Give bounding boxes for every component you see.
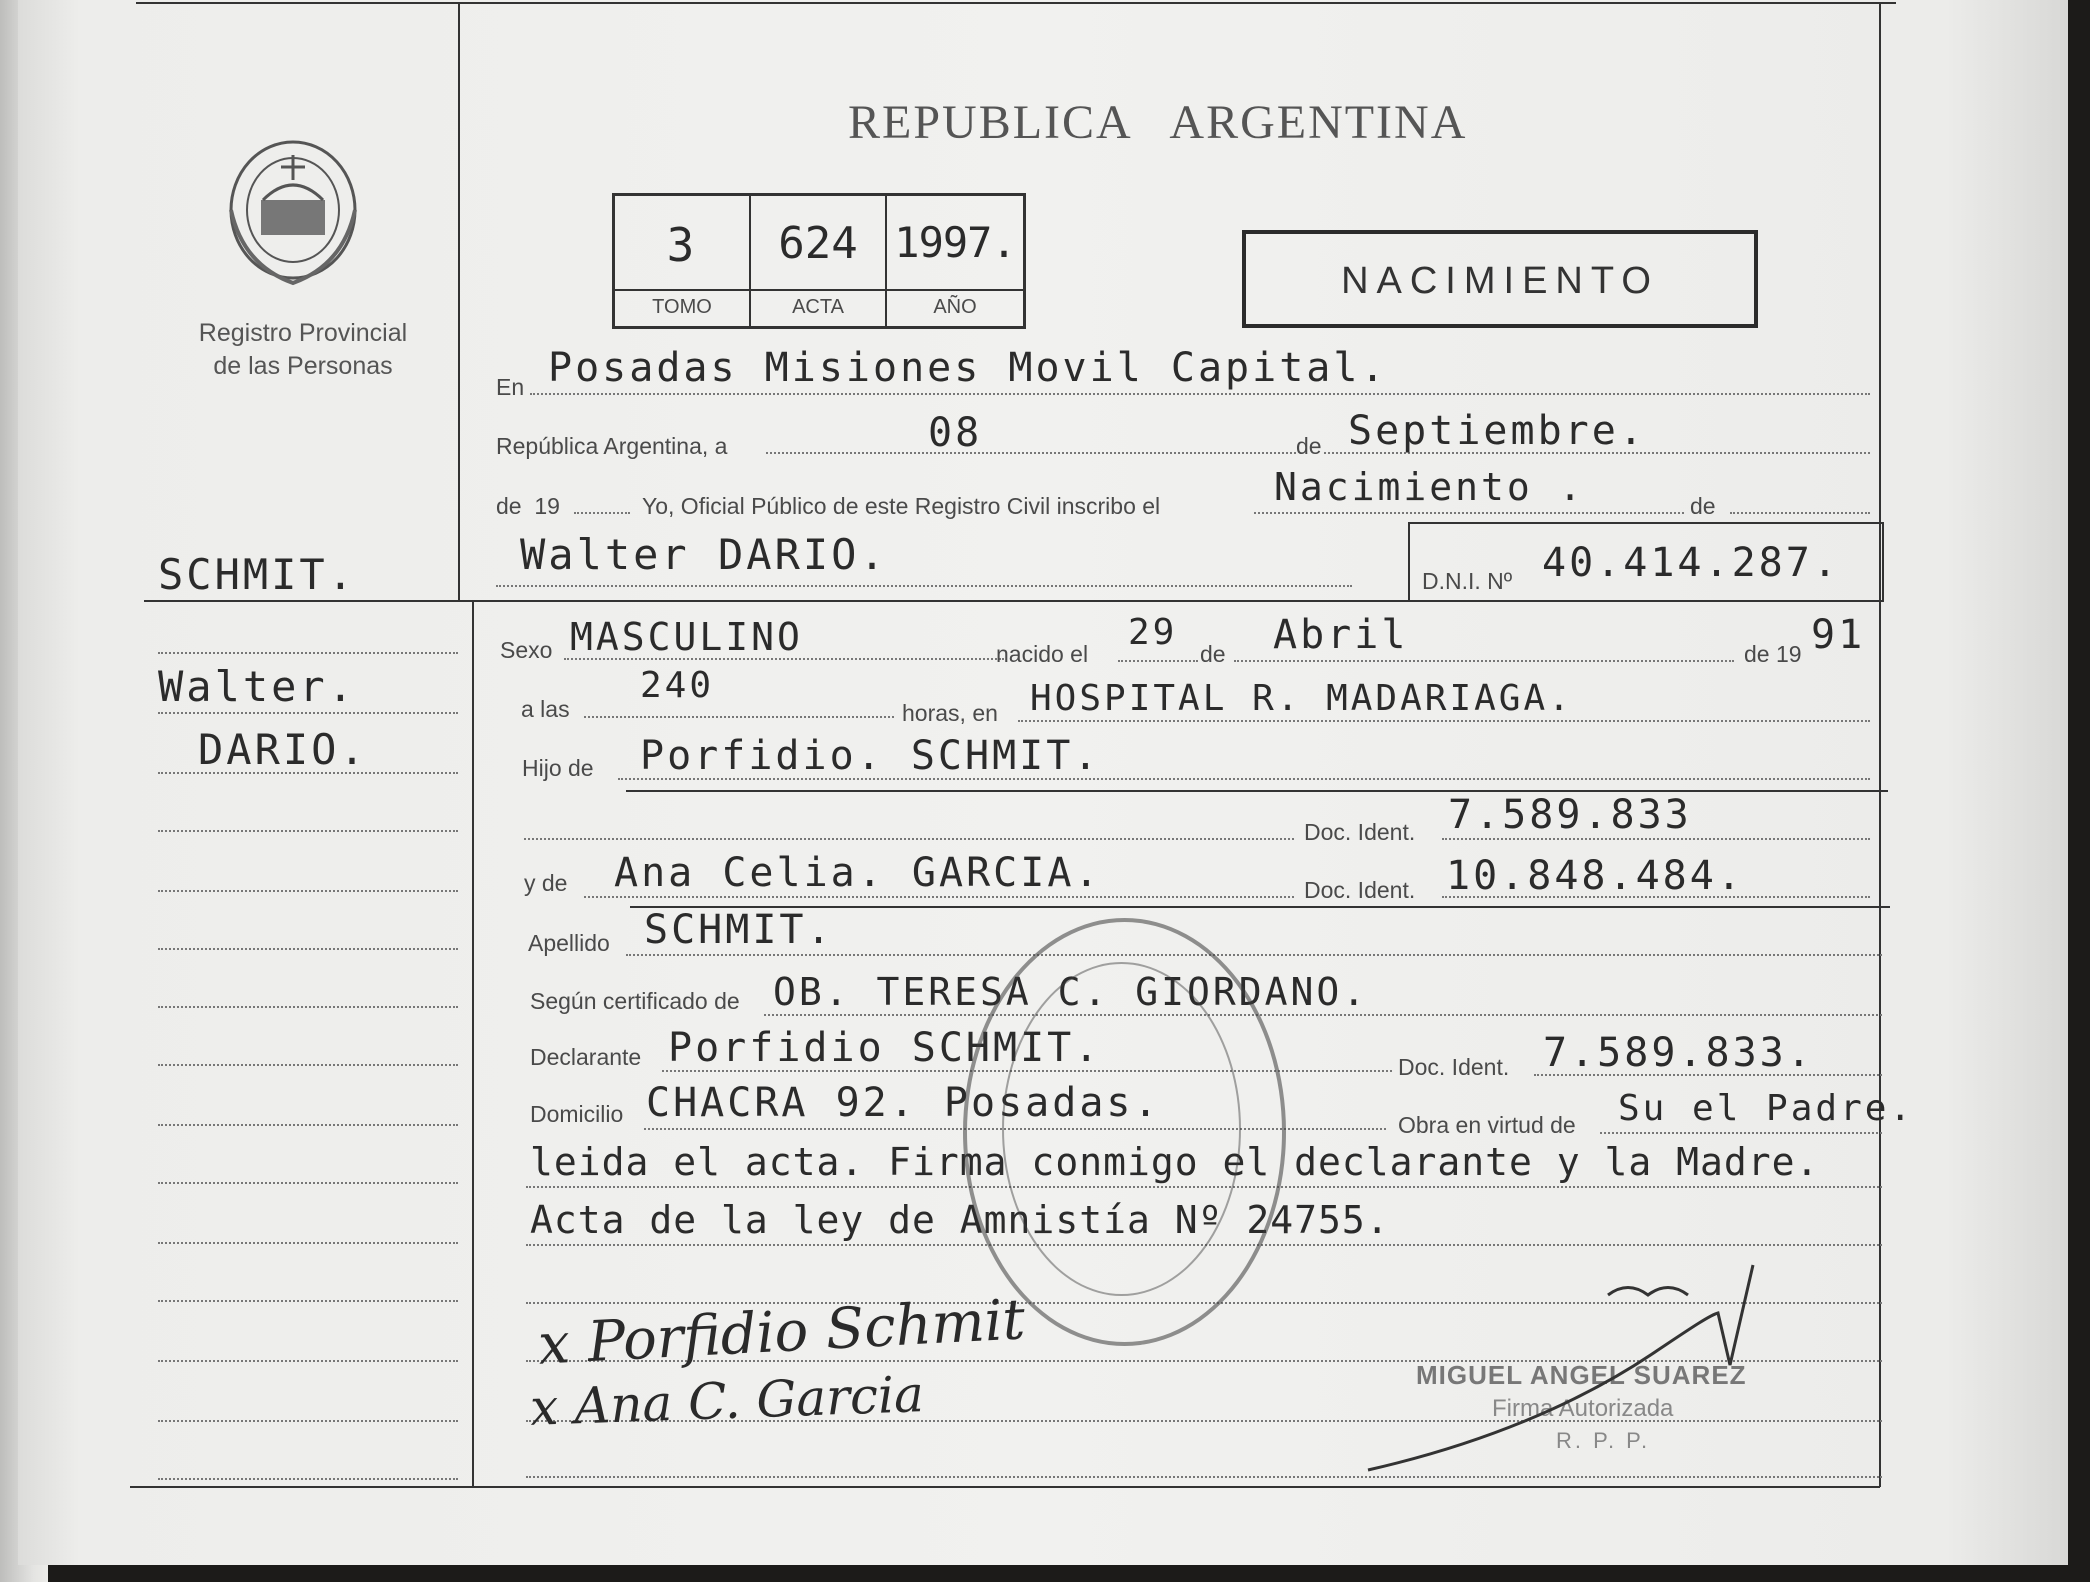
book-label-divider [615,289,1023,291]
rule [1234,660,1734,662]
margin-given-name-2: DARIO. [198,725,368,774]
inscription-type: Nacimiento . [1274,465,1585,509]
de-label-3: de [1200,641,1226,667]
rule [584,716,894,718]
margin-rule [158,1300,458,1302]
declarante-doc-label: Doc. Ident. [1398,1054,1510,1080]
birth-day: 29 [1128,612,1178,653]
birth-month: Abril [1273,612,1409,658]
registration-place: Posadas Misiones Movil Capital. [548,345,1388,391]
tomo-label: TOMO [652,296,712,318]
margin-rule [158,712,458,714]
official-office: R. P. P. [1556,1428,1651,1453]
mother-doc-label: Doc. Ident. [1304,877,1416,903]
margin-rule [158,652,458,654]
acta-value: 624 [778,218,858,269]
official-stamp [963,918,1286,1346]
ydel-label: y de [524,870,568,896]
official-stamp-inner-ring [1002,962,1241,1296]
bottom-rule [130,1486,1880,1488]
year-prefix-label-2: de 19 [1744,641,1802,667]
right-border [1879,2,1881,1487]
rule [764,1014,1882,1016]
official-title: Firma Autorizada [1492,1395,1674,1422]
de-label-2: de [1690,493,1716,519]
anio-label: AÑO [933,296,977,318]
hijo-label: Hijo de [522,755,594,781]
top-rule [136,2,1896,4]
rule [1600,1132,1882,1134]
margin-rule [158,1124,458,1126]
country-title: REPUBLICA ARGENTINA [848,96,1468,149]
margin-given-name-1: Walter. [158,662,357,711]
registration-month: Septiembre. [1348,408,1646,454]
registry-name-line2: de las Personas [213,352,393,380]
anio-value: 1997. [894,218,1016,267]
declarante-label: Declarante [530,1044,642,1070]
margin-rule [158,830,458,832]
book-reference-box [612,193,1026,329]
rule [1254,512,1684,514]
margin-surname: SCHMIT. [158,550,357,599]
nacido-label: nacido el [996,641,1089,667]
apellido-value: SCHMIT. [644,907,834,953]
officer-statement: Yo, Oficial Público de este Registro Civil inscribo el [642,493,1161,519]
rule [1442,838,1870,840]
rule [1730,512,1870,514]
margin-rule [158,1360,458,1362]
person-name: Walter DARIO. [520,530,888,579]
dni-number: 40.414.287. [1542,540,1840,586]
margin-rule [158,948,458,950]
margin-rule [158,1064,458,1066]
margin-rule [158,1006,458,1008]
margin-rule [158,1420,458,1422]
rule [626,954,1882,956]
document-type: NACIMIENTO [1341,260,1659,302]
acta-label: ACTA [792,296,844,318]
rule [766,452,1296,454]
rule [496,585,1352,587]
note-line-2: Acta de la ley de Amnistía Nº 24755. [530,1198,1390,1242]
rule [584,896,1294,898]
alas-label: a las [521,696,570,722]
tomo-value: 3 [666,218,698,272]
declarante-doc: 7.589.833. [1543,1030,1814,1076]
margin-rule [158,1242,458,1244]
misiones-seal [223,135,363,290]
margin-rule [158,890,458,892]
birth-year: 91 [1811,612,1866,658]
registration-day: 08 [928,410,983,456]
dni-box [1408,522,1884,602]
rule-solid [626,790,1888,792]
mother-name: Ana Celia. GARCIA. [614,850,1102,896]
margin-rule [158,772,458,774]
father-doc-label: Doc. Ident. [1304,819,1416,845]
margin-rule [158,1478,458,1480]
rule [574,512,630,514]
obra-value: Su el Padre. [1618,1088,1915,1129]
rule [530,393,1870,395]
sexo-value: MASCULINO [570,615,803,659]
rule [1018,720,1870,722]
official-name: MIGUEL ANGEL SUAREZ [1416,1360,1747,1390]
apellido-label: Apellido [528,930,610,956]
note-line-1: leida el acta. Firma conmigo el declarante y la Madre. [530,1140,1820,1184]
signature-mother: x Ana C. Garcia [529,1365,925,1437]
margin-rule [158,1182,458,1184]
domicilio-label: Domicilio [530,1101,624,1127]
sexo-label: Sexo [500,637,553,663]
birth-hour: 240 [640,665,715,706]
father-name: Porfidio. SCHMIT. [640,733,1101,779]
certificate-page [18,0,2068,1565]
en-label: En [496,374,525,400]
certificado-label: Según certificado de [530,988,740,1014]
column-divider-upper [458,2,460,600]
father-doc: 7.589.833 [1448,792,1692,838]
registry-name-line1: Registro Provincial [198,319,408,347]
official-signature [1358,1255,1818,1485]
year-prefix-label: de 19 [496,493,560,519]
de-label: de [1296,433,1322,459]
obra-label: Obra en virtud de [1398,1112,1576,1138]
document-type-box [1242,230,1758,328]
republica-label: República Argentina, a [496,433,728,459]
horas-label: horas, en [902,700,998,726]
dni-label: D.N.I. Nº [1422,568,1513,594]
signature-father: x Porfidio Schmit [536,1287,1027,1378]
domicilio-value: CHACRA 92. Posadas. [646,1080,1161,1126]
rule [1118,660,1198,662]
birth-place: HOSPITAL R. MADARIAGA. [1030,678,1573,719]
rule [524,838,1294,840]
mother-doc: 10.848.484. [1446,853,1744,899]
column-divider-lower [472,600,474,1488]
certificate-issuer: OB. TERESA C. GIORDANO. [773,970,1369,1014]
declarante-name: Porfidio SCHMIT. [668,1025,1102,1071]
